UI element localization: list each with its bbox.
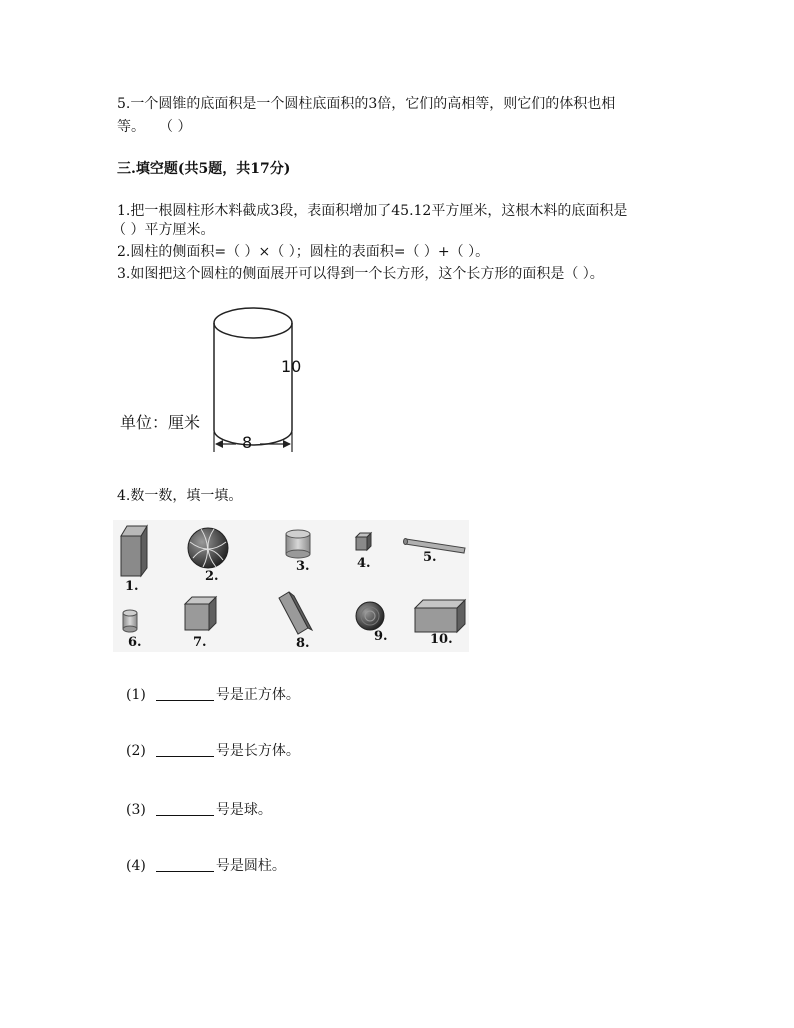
shape-label: 8. [296,636,310,651]
sub-question-number: (4) [126,858,146,874]
fill-question-1-line1: 1.把一根圆柱形木料截成3段，表面积增加了45.12平方厘米，这根木料的底面积是 [117,203,628,219]
cylinder-icon [123,610,137,632]
ball-icon [188,528,228,568]
shape-label: 5. [423,550,437,565]
answer-blank[interactable] [156,686,214,701]
question-5-line1: 5.一个圆锥的底面积是一个圆柱底面积的3倍，它们的高相等，则它们的体积也相 [117,96,616,112]
cube-icon [185,597,216,630]
sub-question-3 [126,801,272,819]
cylinder-height-label: 10 [281,357,302,376]
ball-icon [356,602,384,630]
cylinder-diagram [110,300,330,470]
fill-question-4: 4.数一数，填一填。 [117,488,243,504]
shape-label: 4. [357,556,371,571]
cuboid-icon [121,526,147,576]
fill-question-1-line2: （ ）平方厘米。 [112,222,215,238]
shape-label: 10. [430,632,453,647]
shape-label: 9. [374,629,388,644]
sub-question-text: 号是长方体。 [215,743,300,759]
fill-question-3: 3.如图把这个圆柱的侧面展开可以得到一个长方形，这个长方形的面积是（ ）。 [117,266,604,282]
question-5-line2: 等。 （ ） [117,119,192,135]
answer-blank[interactable] [156,857,214,872]
shape-label: 7. [193,635,207,650]
cuboid-icon [415,600,465,632]
fill-question-2: 2.圆柱的侧面积=（ ）×（ ）；圆柱的表面积=（ ）+（ ）。 [117,244,490,260]
cube-icon [356,533,371,550]
shapes-figure [113,520,469,652]
shape-label: 1. [125,579,139,594]
sub-question-4 [126,857,286,875]
shape-label: 6. [128,635,142,650]
section-title: 三.填空题(共5题，共17分) [117,161,291,177]
answer-blank[interactable] [156,801,214,816]
shape-label: 3. [296,559,310,574]
shape-label: 2. [205,569,219,584]
sub-question-1 [126,686,300,704]
sub-question-2 [126,742,300,760]
unit-label: 单位：厘米 [120,413,201,432]
sub-question-text: 号是正方体。 [215,687,300,703]
cylinder-icon [286,530,310,558]
sub-question-text: 号是球。 [215,802,272,818]
sub-question-number: (3) [126,802,146,818]
cuboid-icon [279,592,312,634]
answer-blank[interactable] [156,742,214,757]
cylinder-diameter-label: 8 [242,433,253,452]
sub-question-number: (2) [126,743,146,759]
sub-question-number: (1) [126,687,146,703]
sub-question-text: 号是圆柱。 [215,858,286,874]
